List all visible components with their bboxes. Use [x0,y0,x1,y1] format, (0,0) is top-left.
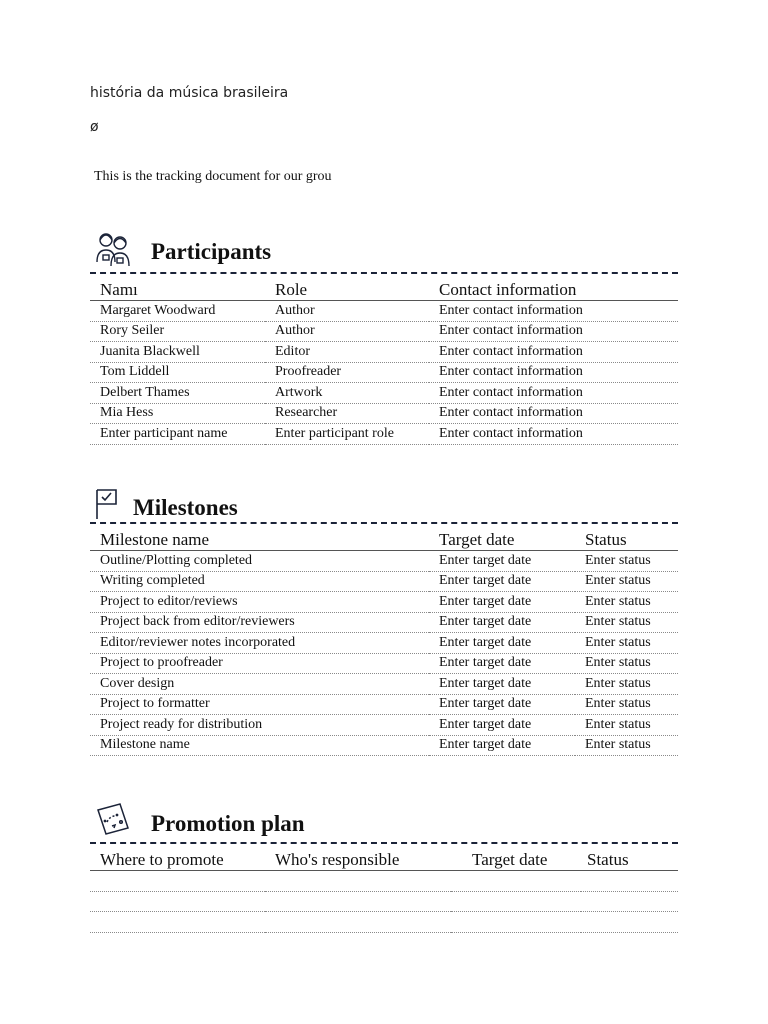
participant-name-cell[interactable]: Mia Hess [90,403,265,424]
participant-contact-cell[interactable]: Enter contact information [429,383,678,404]
table-row [90,571,678,592]
milestones-table [90,524,678,756]
milestone-status-cell[interactable]: Enter status [575,551,678,572]
promotion-header [90,796,678,844]
participants-title: Participants [151,239,272,264]
section-divider [90,272,678,274]
participant-contact-cell[interactable]: Enter contact information [429,424,678,445]
promotion-date-cell[interactable] [451,871,581,892]
milestone-date-cell[interactable]: Enter target date [429,571,575,592]
milestone-name-cell[interactable]: Project to proofreader [90,653,429,674]
table-header-row [90,524,678,551]
participant-contact-cell[interactable]: Enter contact information [429,403,678,424]
promotion-status-cell[interactable] [581,871,678,892]
table-row [90,551,678,572]
table-row [90,612,678,633]
milestone-date-cell[interactable]: Enter target date [429,653,575,674]
participant-role-cell[interactable]: Researcher [265,403,429,424]
milestone-name-cell[interactable]: Milestone name [90,735,429,756]
milestone-date-cell[interactable]: Enter target date [429,592,575,613]
promotion-responsible-cell[interactable] [265,891,451,912]
promotion-responsible-cell[interactable] [265,912,451,933]
table-row [90,735,678,756]
participant-role-cell[interactable]: Proofreader [265,362,429,383]
table-header-row [90,844,678,871]
participant-name-cell[interactable]: Enter participant name [90,424,265,445]
table-row [90,871,678,892]
column-header-target-date: Target date [429,524,575,551]
table-row [90,715,678,736]
milestones-header [90,476,678,524]
milestone-status-cell[interactable]: Enter status [575,653,678,674]
promotion-where-cell[interactable] [90,891,265,912]
promotion-where-cell[interactable] [90,912,265,933]
column-header-role: Role [265,274,429,301]
participant-name-cell[interactable]: Delbert Thames [90,383,265,404]
table-row [90,653,678,674]
milestone-name-cell[interactable]: Editor/reviewer notes incorporated [90,633,429,654]
milestone-name-cell[interactable]: Writing completed [90,571,429,592]
column-header-contact: Contact information [429,274,678,301]
document-title: história da música brasileira [90,85,289,101]
participant-contact-cell[interactable]: Enter contact information [429,342,678,363]
table-row [90,891,678,912]
table-header-row [90,274,678,301]
participant-name-cell[interactable]: Juanita Blackwell [90,342,265,363]
promotion-where-cell[interactable] [90,871,265,892]
participants-header [90,226,678,274]
milestone-status-cell[interactable]: Enter status [575,633,678,654]
promotion-status-cell[interactable] [581,912,678,933]
promotion-title: Promotion plan [151,811,305,836]
participant-contact-cell[interactable]: Enter contact information [429,362,678,383]
milestone-date-cell[interactable]: Enter target date [429,551,575,572]
promotion-date-cell[interactable] [451,891,581,912]
participant-name-cell[interactable]: Rory Seiler [90,321,265,342]
participants-section [90,226,678,445]
milestone-name-cell[interactable]: Project to formatter [90,694,429,715]
milestone-name-cell[interactable]: Project back from editor/reviewers [90,612,429,633]
participant-contact-cell[interactable]: Enter contact information [429,301,678,322]
table-row [90,301,678,322]
milestone-name-cell[interactable]: Project ready for distribution [90,715,429,736]
people-group-icon [94,228,134,268]
milestone-date-cell[interactable]: Enter target date [429,612,575,633]
milestone-status-cell[interactable]: Enter status [575,612,678,633]
intro-text: This is the tracking document for our grou [94,169,332,184]
column-header-responsible: Who's responsible [265,844,451,871]
section-divider [90,842,678,844]
participant-contact-cell[interactable]: Enter contact information [429,321,678,342]
table-row [90,912,678,933]
participant-role-cell[interactable]: Enter participant role [265,424,429,445]
participant-role-cell[interactable]: Author [265,301,429,322]
column-header-name: Namı [90,274,265,301]
section-divider [90,522,678,524]
participants-table [90,274,678,445]
column-header-target-date: Target date [451,844,581,871]
column-header-status: Status [581,844,678,871]
column-header-where: Where to promote [90,844,265,871]
milestone-date-cell[interactable]: Enter target date [429,715,575,736]
promotion-table [90,844,678,933]
document-symbol: ø [90,119,99,135]
milestone-status-cell[interactable]: Enter status [575,715,678,736]
milestones-title: Milestones [133,495,238,520]
table-row [90,342,678,363]
milestone-date-cell[interactable]: Enter target date [429,735,575,756]
table-row [90,362,678,383]
column-header-status: Status [575,524,678,551]
milestone-name-cell[interactable]: Cover design [90,674,429,695]
participant-role-cell[interactable]: Artwork [265,383,429,404]
promotion-section [90,796,678,933]
milestone-date-cell[interactable]: Enter target date [429,633,575,654]
milestone-status-cell[interactable]: Enter status [575,735,678,756]
milestone-name-cell[interactable]: Project to editor/reviews [90,592,429,613]
milestone-status-cell[interactable]: Enter status [575,694,678,715]
milestone-status-cell[interactable]: Enter status [575,592,678,613]
milestone-date-cell[interactable]: Enter target date [429,674,575,695]
table-row [90,633,678,654]
participant-role-cell[interactable]: Author [265,321,429,342]
flag-check-icon [94,486,124,520]
participant-role-cell[interactable]: Editor [265,342,429,363]
milestone-name-cell[interactable]: Outline/Plotting completed [90,551,429,572]
milestone-status-cell[interactable]: Enter status [575,571,678,592]
participant-name-cell[interactable]: Margaret Woodward [90,301,265,322]
table-row [90,424,678,445]
milestone-status-cell[interactable]: Enter status [575,674,678,695]
promotion-status-cell[interactable] [581,891,678,912]
participant-name-cell[interactable]: Tom Liddell [90,362,265,383]
column-header-milestone: Milestone name [90,524,429,551]
table-row [90,383,678,404]
table-row [90,674,678,695]
promotion-responsible-cell[interactable] [265,871,451,892]
milestone-date-cell[interactable]: Enter target date [429,694,575,715]
table-row [90,592,678,613]
promotion-date-cell[interactable] [451,912,581,933]
table-row [90,694,678,715]
table-row [90,403,678,424]
milestones-section [90,476,678,756]
strategy-map-icon [94,800,132,838]
table-row [90,321,678,342]
